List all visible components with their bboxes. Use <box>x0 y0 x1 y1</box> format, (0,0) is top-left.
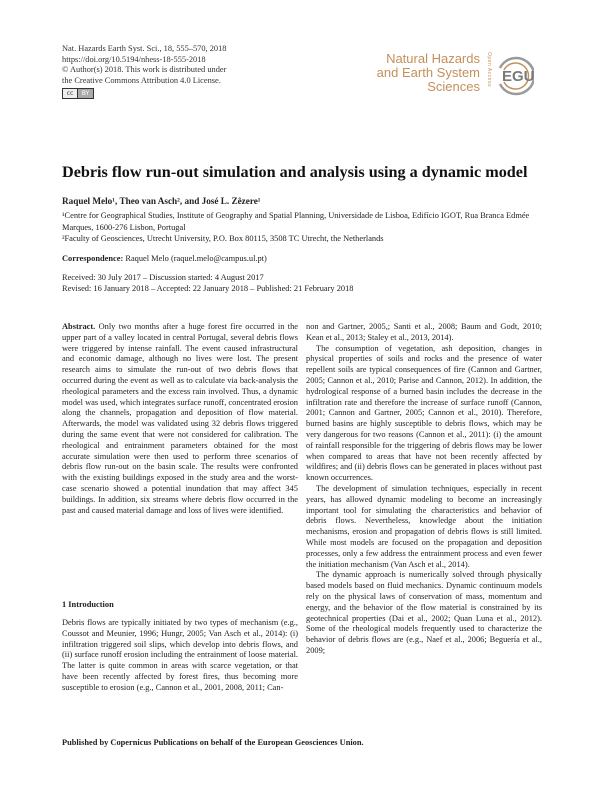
article-title: Debris flow run-out simulation and analysis using a dynamic model <box>62 163 528 181</box>
journal-name-line1: Natural Hazards <box>386 51 480 66</box>
journal-citation: Nat. Hazards Earth Syst. Sci., 18, 555–570, 2018 <box>62 44 227 53</box>
body-paragraph-3: The development of simulation techniques, especially in recent years, has allowed dynamic modeling to become an increasingly important tool for simulating the characteristics and behavior of debris flows. Nevertheless, knowledge about the initiation mechanisms, erosion and propagation of debris flows is still limited. While most models are focused on the propagation and deposition processes, only a few address the entrainment process and even fewer the initiation mechanism (Van Asch et al., 2014). <box>306 483 542 569</box>
article-metadata <box>62 44 226 99</box>
egu-wordmark: EGU <box>502 68 535 85</box>
body-paragraph-2: The consumption of vegetation, ash deposition, changes in physical properties of soils and rocks and the presence of water repellent soils are typical consequences of fire (Cannon and Gartner, 2005; Cannon et al., 2010; Parise and Cannon, 2012). In addition, the hydrological response of a burned basin includes the decrease in the infiltration rate and therefore the increase of surface runoff (Cannon, 2001; Cannon and Gartner, 2005; Cannon et al., 2010). Therefore, burned basins are highly susceptible to debris flows, which may be very dangerous for two reasons (Cannon et al., 2011): (i) the amount of rainfall responsible for the triggering of debris flows may be lower when compared to areas that have not been recently affected by wildfires; and (ii) debris flows can be generated in places without past known occurrences. <box>306 343 542 483</box>
abstract-text: Only two months after a huge forest fire occurred in the upper part of a valley located in central Portugal, several debris flows were triggered by intense rainfall. The event caused infrastructural and economic damage, although no lives were lost. The present research aims to simulate the run-out of two debris flows that occurred during the event as well as to calculate via back-analysis the rheological parameters and the excess rain involved. Thus, a dynamic model was used, which integrates surface runoff, concentrated erosion along the channels, propagation and deposition of flow material. Afterwards, the model was validated using 32 debris flows triggered during the same event that were not considered for calibration. The rheological and entrainment parameters obtained for the most accurate simulation were then used to perform three scenarios of debris flow run-out on the basin scale. The results were confronted with the existing buildings exposed in the study area and the worst-case scenario showed a potential inundation that may affect 345 buildings. In addition, six streams where debris flow occurred in the past and caused material damage and loss of lives were identified. <box>62 322 299 515</box>
cc-by-license-icon[interactable] <box>62 88 94 99</box>
doi-link[interactable]: https://doi.org/10.5194/nhess-18-555-2018 <box>62 54 206 64</box>
section-heading-introduction: 1 Introduction <box>62 600 114 609</box>
abstract <box>62 322 298 516</box>
publication-dates <box>62 272 353 294</box>
correspondence-email[interactable]: Raquel Melo (raquel.melo@campus.ul.pt) <box>125 254 267 263</box>
journal-logo <box>370 52 540 100</box>
body-paragraph-1: non and Gartner, 2005,; Santi et al., 2008; Baum and Godt, 2010; Kean et al., 2013; Staley et al., 2013, 2014). <box>306 322 542 342</box>
affiliation-1: ¹Centre for Geographical Studies, Institute of Geography and Spatial Planning, Universidade de Lisboa, Edifício IGOT, Rua Branca Edmée Marques, 1600-276 Lisbon, Portugal <box>62 211 530 232</box>
correspondence <box>62 254 267 263</box>
affiliations <box>62 210 542 245</box>
right-column-body <box>306 322 542 657</box>
author-list: Raquel Melo¹, Theo van Asch², and José L. Zêzere¹ <box>62 196 261 206</box>
dates-line-2: Revised: 16 January 2018 – Accepted: 22 January 2018 – Published: 21 February 2018 <box>62 284 354 293</box>
introduction-paragraph: Debris flows are typically initiated by two types of mechanism (e.g., Coussot and Meunier, 1996; Hungr, 2005; Van Asch et al., 2014): (i) infiltration triggered soil slips, which develop into debris flows, and (ii) surface runoff erosion including the entrainment of loose material. The latter is quite common in areas with scarce vegetation, or that have been recently affected by forest fires, thus becoming more susceptible to erosion (e.g., Cannon et al., 2001, 2008, 2011; Can- <box>62 618 298 692</box>
cc-icon: cc <box>63 89 78 98</box>
copyright-line: © Author(s) 2018. This work is distributed under <box>62 65 227 74</box>
body-paragraph-4: The dynamic approach is numerically solved through physically based models based on fluid mechanics. Dynamic continuum models rely on the physical laws of conservation of mass, momentum and energy, and the behavior of the flow material is constrained by its geotechnical properties (Dai et al., 2002; Quan Luna et al., 2012). Some of the rheological models frequently used to characterize the behavior of debris flows are (e.g., Naef et al., 2006; Beguería et al., 2009; <box>306 570 542 655</box>
open-access-label: Open Access <box>486 52 492 87</box>
license-line: the Creative Commons Attribution 4.0 License. <box>62 75 221 85</box>
journal-name <box>370 52 480 94</box>
publisher-footer: Published by Copernicus Publications on behalf of the European Geosciences Union. <box>62 738 364 747</box>
abstract-label: Abstract. <box>62 322 96 331</box>
journal-name-line2: and Earth System <box>376 65 480 80</box>
dates-line-1: Received: 30 July 2017 – Discussion started: 4 August 2017 <box>62 273 264 282</box>
journal-name-line3: Sciences <box>427 79 480 94</box>
by-icon: BY <box>78 89 93 98</box>
affiliation-2: ²Faculty of Geosciences, Utrecht University, P.O. Box 80115, 3508 TC Utrecht, the Netherlands <box>62 234 384 243</box>
correspondence-label: Correspondence: <box>62 254 124 263</box>
